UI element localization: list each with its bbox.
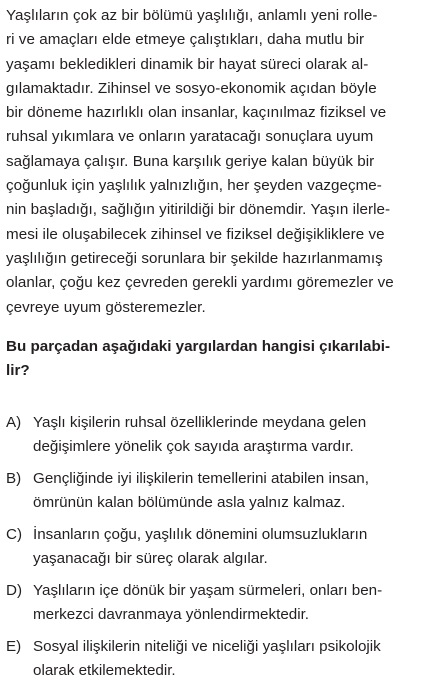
passage-line: çoğunluk için yaşlılık yalnızlığın, her şeyden vazgeçme- <box>6 177 382 195</box>
option-text-line: Yaşlı kişilerin ruhsal özelliklerinde meydana gelen <box>33 413 367 431</box>
passage-line: gılamaktadır. Zihinsel ve sosyo-ekonomik açıdan böyle <box>6 79 377 97</box>
option-text-line: Yaşlıların içe dönük bir yaşam sürmeleri, onları ben- <box>33 581 383 599</box>
passage-line: ri ve amaçları elde etmeye çalıştıkları, daha mutlu bir <box>6 31 365 49</box>
reading-passage <box>6 4 434 320</box>
passage-line: sağlamaya çalışır. Buna karşılık geriye kalan büyük bir <box>6 152 375 170</box>
option-a[interactable] <box>6 411 434 459</box>
passage-line: mesi ile oluşabilecek zihinsel ve fiziksel değişikliklere ve <box>6 225 385 243</box>
option-text-line: merkezci davranmaya yönlendirmektedir. <box>33 605 310 623</box>
passage-line: ruhsal yıkımlara ve onların yaratacağı sonuçlara uyum <box>6 128 374 146</box>
option-letter: A) <box>6 413 22 431</box>
question-line: lir? <box>6 361 30 379</box>
option-letter: D) <box>6 581 23 599</box>
option-letter: E) <box>6 637 22 655</box>
option-text-line: değişimlere yönelik çok sayıda araştırma vardır. <box>33 437 354 455</box>
passage-line: olanlar, çoğu kez çevreden gerekli yardımı göremezler ve <box>6 274 394 292</box>
option-text-line: Gençliğinde iyi ilişkilerin temellerini atabilen insan, <box>33 469 369 487</box>
passage-line: çevreye uyum gösteremezler. <box>6 298 206 316</box>
option-text-line: İnsanların çoğu, yaşlılık dönemini olumsuzlukların <box>33 525 368 543</box>
passage-line: yaşamı bekledikleri dinamik bir hayat süreci olarak al- <box>6 55 369 73</box>
question-stem <box>6 335 434 383</box>
option-e[interactable] <box>6 635 434 683</box>
question-line: Bu parçadan aşağıdaki yargılardan hangisi çıkarılabi- <box>6 337 391 355</box>
passage-line: nin başladığı, sağlığın yitirildiği bir dönemdir. Yaşın ilerle- <box>6 201 391 219</box>
passage-line: Yaşlıların çok az bir bölümü yaşlılığı, anlamlı yeni rolle- <box>6 7 378 24</box>
option-letter: C) <box>6 525 23 543</box>
option-c[interactable] <box>6 523 434 571</box>
option-letter: B) <box>6 469 22 487</box>
option-d[interactable] <box>6 579 434 627</box>
answer-options <box>6 411 434 683</box>
option-text-line: Sosyal ilişkilerin niteliği ve niceliği yaşlıları psikolojik <box>33 637 381 655</box>
passage-line: yaşlılığın getireceği sorunlara bir şekilde hazırlanmamış <box>6 249 383 267</box>
option-text-line: olarak etkilemektedir. <box>33 661 176 679</box>
option-b[interactable] <box>6 467 434 515</box>
passage-line: bir döneme hazırlıklı olan insanlar, kaçınılmaz fiziksel ve <box>6 104 387 122</box>
question-page <box>6 4 434 691</box>
option-text-line: yaşanacağı bir süreç olarak algılar. <box>33 549 268 567</box>
option-text-line: ömrünün kalan bölümünde asla yalnız kalmaz. <box>33 493 346 511</box>
